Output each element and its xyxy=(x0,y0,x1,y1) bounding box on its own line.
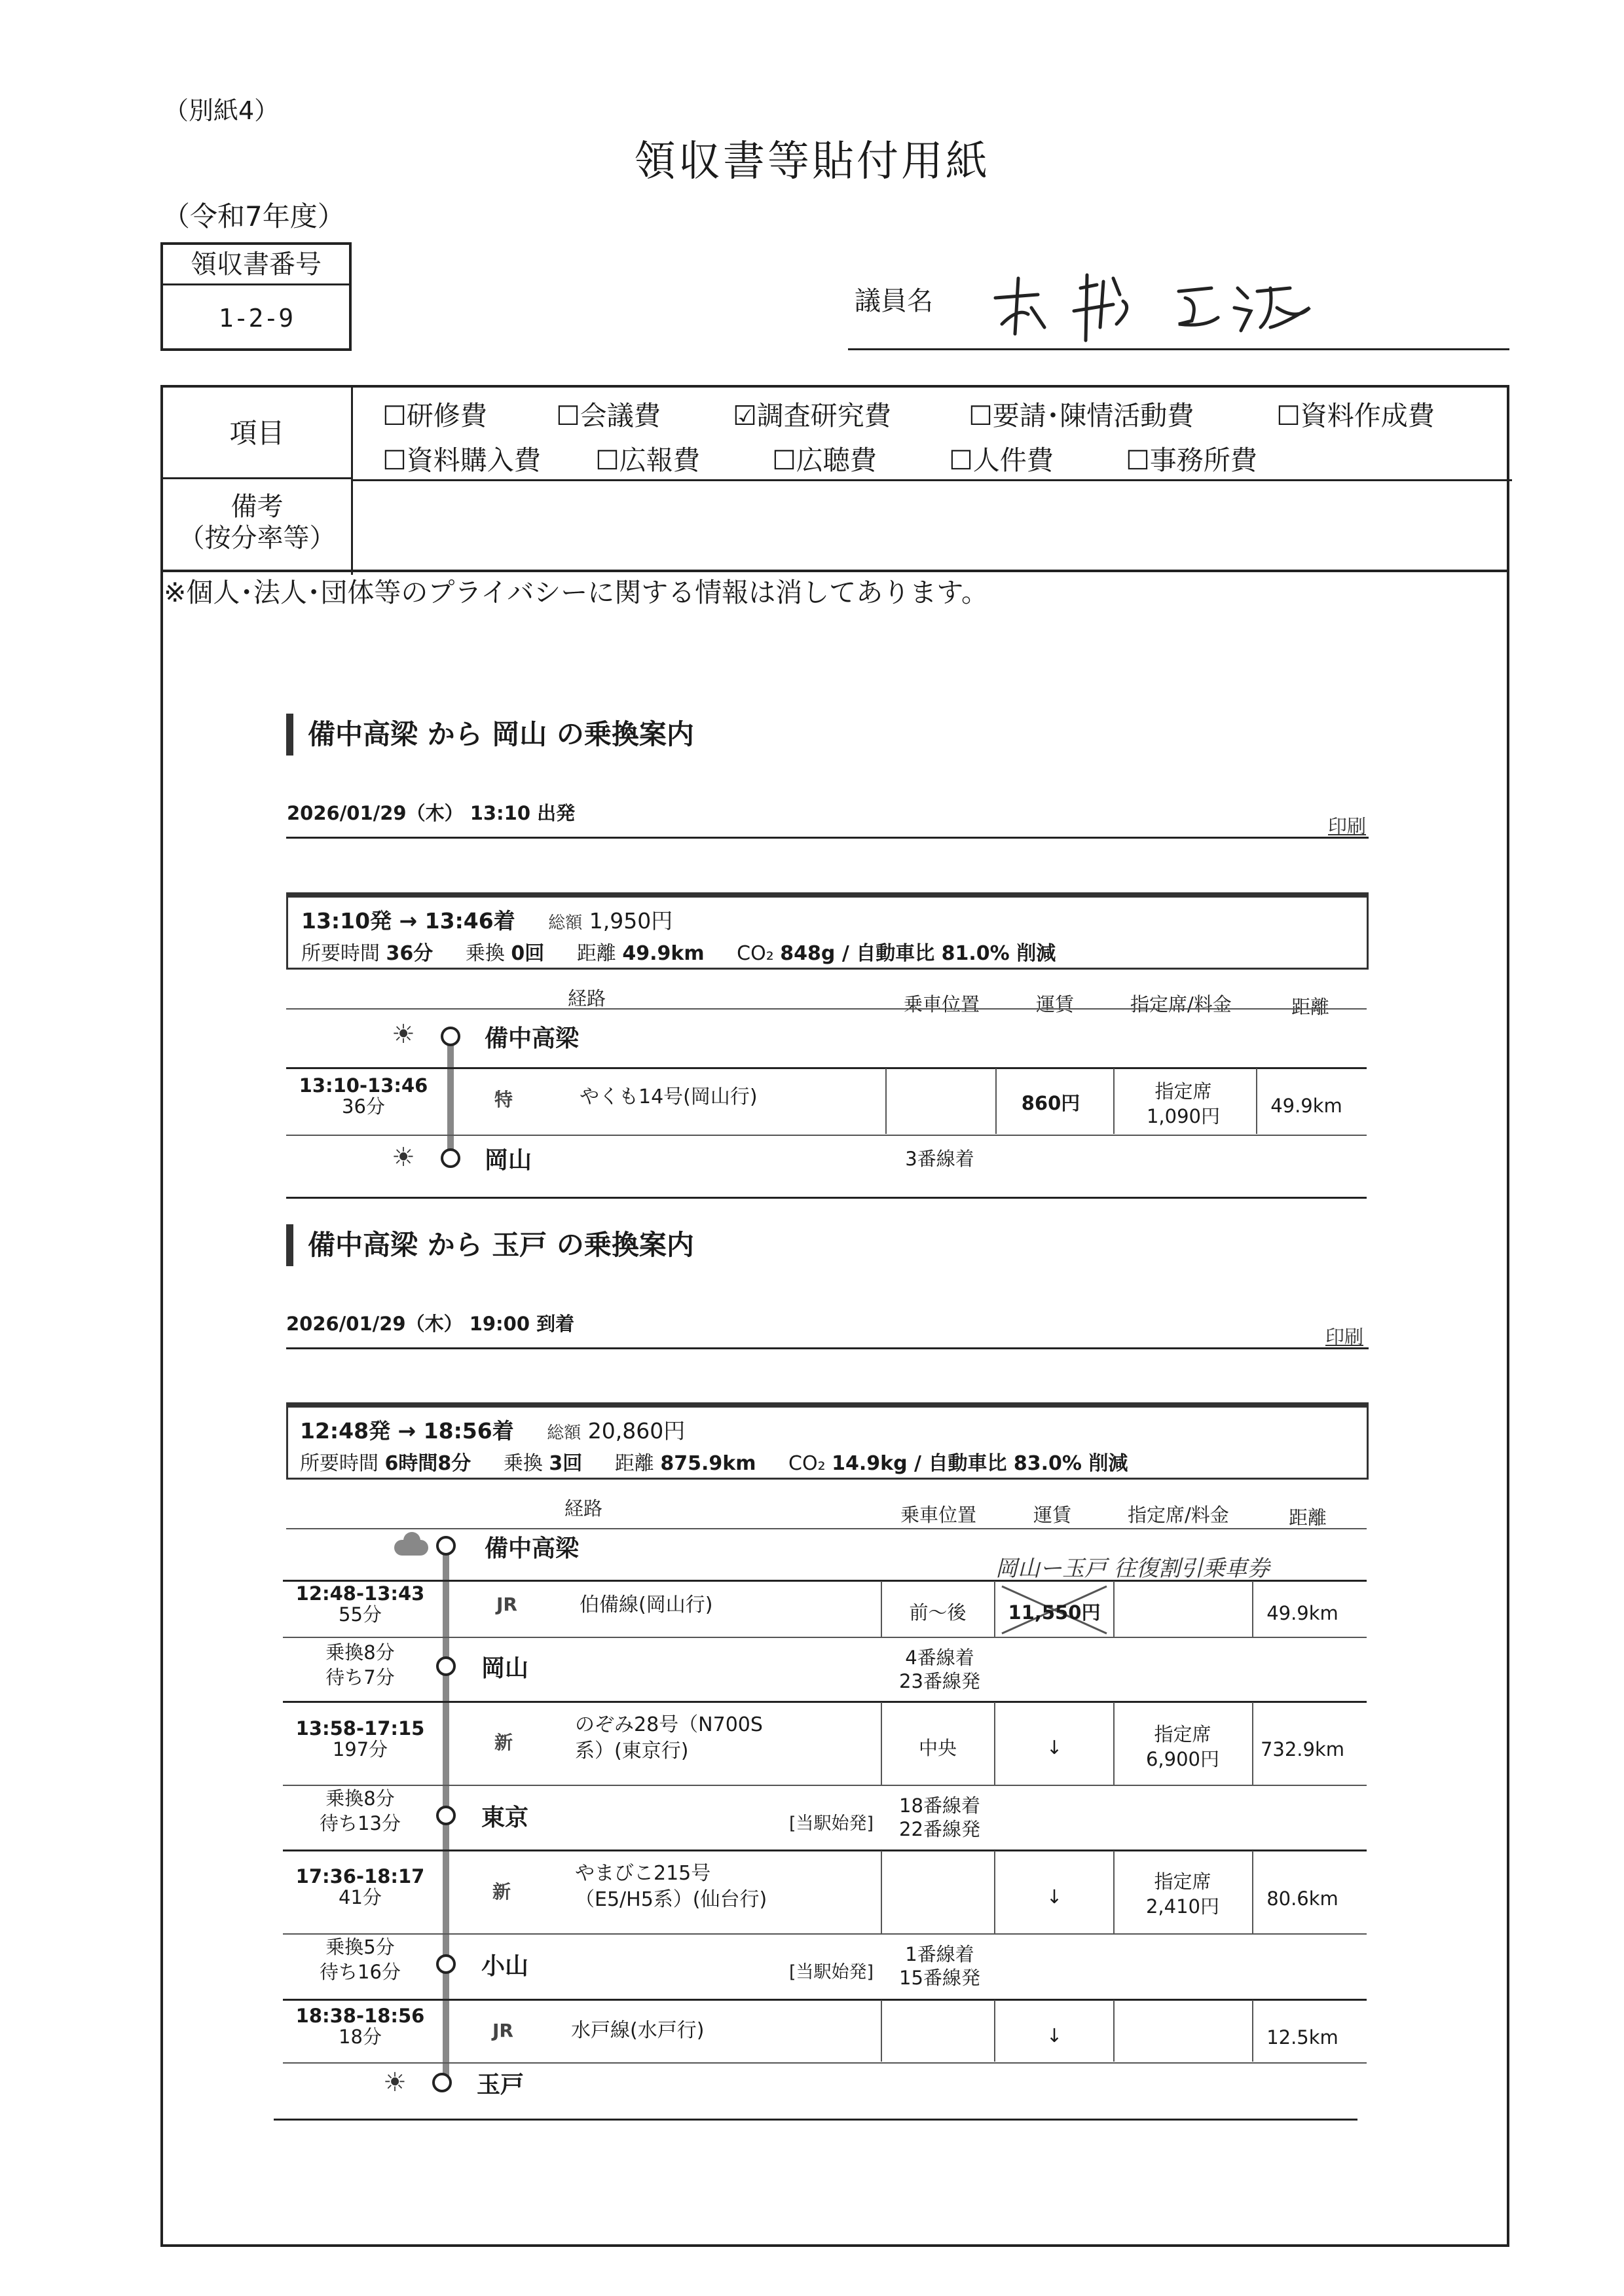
route2-leg2-train xyxy=(575,1712,763,1764)
limited-express-icon: 特 xyxy=(494,1089,513,1110)
route1-summary-line1 xyxy=(301,904,673,935)
arrival-platform: 18番線着 xyxy=(899,1795,980,1817)
reserved-fee: 6,900円 xyxy=(1145,1748,1220,1770)
route2-station-okayama: 岡山 xyxy=(481,1655,529,1682)
route2-cell-divider xyxy=(881,1851,882,1935)
route1-row-rule xyxy=(286,1135,1367,1136)
station-marker-icon xyxy=(441,1027,460,1046)
route2-handwritten-note: 岡山ー玉戸 往復割引乗車券 xyxy=(995,1556,1270,1582)
route1-transfers-value: 0回 xyxy=(511,942,545,965)
route2-leg3-reserved xyxy=(1113,1869,1252,1919)
leg-minutes: 197分 xyxy=(332,1738,388,1760)
route2-row-rule xyxy=(283,1933,1367,1935)
route1-col-reserved: 指定席/料金 xyxy=(1130,993,1232,1015)
route2-distance-label: 距離 xyxy=(614,1452,654,1475)
remarks-label xyxy=(163,479,353,575)
route2-row-rule xyxy=(283,1637,1367,1638)
receipt-number-label: 領収書番号 xyxy=(163,245,349,285)
arrival-platform: 1番線着 xyxy=(905,1943,974,1965)
route1-rail-line xyxy=(447,1044,454,1156)
route2-end-rule xyxy=(274,2119,1357,2121)
route1-row-rule xyxy=(286,1067,1367,1069)
route2-col-position: 乗車位置 xyxy=(900,1504,977,1526)
route1-end-rule xyxy=(286,1197,1367,1199)
route2-row-rule xyxy=(283,1785,1367,1786)
route1-reserved xyxy=(1115,1079,1252,1129)
route1-arrival-platform: 3番線着 xyxy=(905,1148,974,1170)
reserved-type: 指定席 xyxy=(1154,1723,1211,1745)
leg-minutes: 18分 xyxy=(339,2026,382,2048)
category-koho[interactable] xyxy=(595,439,700,477)
train-name-line2: 系）(東京行) xyxy=(575,1740,689,1762)
category-label-text: 要請･陳情活動費 xyxy=(992,400,1194,431)
route2-leg3-time xyxy=(285,1866,435,1908)
reserved-type: 指定席 xyxy=(1154,1870,1211,1893)
route2-leg2-fare: ↓ xyxy=(1046,1736,1063,1758)
checkbox-icon[interactable]: ☐ xyxy=(382,445,407,476)
route2-row-rule xyxy=(283,1850,1367,1851)
route2-row-rule xyxy=(283,1580,1367,1582)
station-marker-icon xyxy=(432,2073,452,2092)
route2-station-start: 備中高梁 xyxy=(485,1535,580,1562)
station-marker-icon xyxy=(436,1806,456,1825)
route2-origin-tag: [当駅始発] xyxy=(789,1813,874,1834)
route2-duration-label: 所要時間 xyxy=(300,1452,378,1475)
leg-minutes: 55分 xyxy=(339,1603,382,1626)
transfer-time: 乗換8分 xyxy=(325,1787,395,1810)
route1-col-position: 乗車位置 xyxy=(904,993,980,1015)
route1-distance-value: 49.9km xyxy=(622,942,705,965)
wait-time: 待ち13分 xyxy=(320,1812,401,1834)
wait-time: 待ち7分 xyxy=(325,1666,395,1688)
checkbox-icon[interactable]: ☐ xyxy=(969,400,993,431)
route1-header-rule xyxy=(286,1008,1367,1010)
route2-transfer3-platform xyxy=(881,1942,999,1990)
route2-station-end: 玉戸 xyxy=(477,2071,525,2098)
route1-col-fare: 運賃 xyxy=(1036,993,1075,1015)
category-label-text: 資料購入費 xyxy=(406,445,541,476)
route1-date-rule xyxy=(286,837,1369,839)
route2-transfer2-info xyxy=(295,1786,426,1836)
category-table xyxy=(160,385,1509,572)
route2-leg3-distance: 80.6km xyxy=(1266,1887,1338,1910)
cloud-weather-icon xyxy=(394,1540,428,1556)
route2-cell-divider xyxy=(1113,1581,1115,1637)
route2-leg2-distance: 732.9km xyxy=(1260,1738,1345,1760)
reserved-fee: 1,090円 xyxy=(1146,1105,1221,1127)
shinkansen-icon: 新 xyxy=(492,1881,511,1903)
route1-transfers-label: 乗換 xyxy=(465,942,505,965)
departure-platform: 15番線発 xyxy=(899,1967,980,1989)
transfer-time: 乗換5分 xyxy=(325,1936,395,1958)
arrival-platform: 4番線着 xyxy=(905,1647,974,1669)
remarks-label-line1: 備考 xyxy=(231,492,284,522)
departure-platform: 22番線発 xyxy=(899,1818,980,1840)
route2-row-rule xyxy=(283,1999,1367,2001)
route2-leg2-time xyxy=(285,1718,435,1760)
route1-co2-value: 848g / 自動車比 81.0% 削減 xyxy=(780,942,1056,965)
route2-col-distance: 距離 xyxy=(1289,1506,1327,1529)
jr-train-icon: JR xyxy=(492,2020,513,2041)
route2-leg3-train xyxy=(575,1861,767,1913)
jr-train-icon: JR xyxy=(496,1594,517,1615)
category-divider xyxy=(353,479,1512,481)
remarks-label-line2: （按分率等） xyxy=(178,523,336,553)
route1-summary-box xyxy=(286,892,1369,970)
shinkansen-icon: 新 xyxy=(494,1732,513,1753)
route2-cell-divider xyxy=(881,2000,882,2062)
route1-duration-value: 36分 xyxy=(386,942,434,965)
route1-distance-label: 距離 xyxy=(576,942,616,965)
route1-col-route: 経路 xyxy=(568,987,606,1010)
route2-leg1-train: 伯備線(岡山行) xyxy=(580,1594,713,1616)
route2-leg1-fare: 11,550円 xyxy=(1008,1601,1101,1624)
station-marker-icon xyxy=(436,1656,456,1676)
route2-transfer2-platform xyxy=(881,1794,999,1841)
route2-leg4-time xyxy=(285,2005,435,2047)
category-label-text: 事務所費 xyxy=(1149,445,1257,476)
route2-col-reserved: 指定席/料金 xyxy=(1128,1504,1229,1526)
checkbox-icon[interactable]: ☐ xyxy=(1126,445,1150,476)
route1-fare: 860円 xyxy=(1021,1092,1080,1114)
category-chosa-kenkyu[interactable] xyxy=(733,394,891,433)
train-name-line1: のぞみ28号（N700S xyxy=(575,1713,763,1736)
route2-leg2-reserved xyxy=(1113,1722,1252,1772)
departure-platform: 23番線発 xyxy=(899,1670,980,1692)
route2-summary-line2 xyxy=(300,1447,1128,1476)
route2-co2-label: CO₂ xyxy=(788,1452,826,1475)
train-name-line1: やまびこ215号 xyxy=(575,1862,711,1885)
category-label-text: 会議費 xyxy=(580,400,661,431)
category-shiryo-konyu[interactable] xyxy=(382,439,541,477)
checkbox-icon[interactable]: ☐ xyxy=(382,400,407,431)
route2-leg1-distance: 49.9km xyxy=(1266,1602,1338,1624)
route2-leg1-position: 前～後 xyxy=(909,1601,967,1624)
category-kenshu[interactable] xyxy=(382,394,487,433)
sun-weather-icon: ☀ xyxy=(383,2068,407,2098)
checkbox-icon[interactable]: ☐ xyxy=(949,445,973,476)
route1-date: 2026/01/29（木） 13:10 出発 xyxy=(287,802,576,824)
route2-summary-box xyxy=(286,1402,1369,1480)
route2-transfer3-info xyxy=(295,1935,426,1984)
route1-station-end: 岡山 xyxy=(485,1147,532,1174)
route1-col-distance: 距離 xyxy=(1291,996,1330,1018)
category-label: 項目 xyxy=(163,388,353,479)
sun-weather-icon: ☀ xyxy=(392,1142,415,1173)
route2-leg3-fare: ↓ xyxy=(1046,1886,1063,1908)
route1-train-name: やくも14号(岡山行) xyxy=(580,1085,758,1108)
category-jinken[interactable] xyxy=(949,439,1054,477)
route2-leg2-position: 中央 xyxy=(918,1737,957,1759)
route2-date-rule xyxy=(286,1347,1369,1349)
route1-summary-time: 13:10発 → 13:46着 xyxy=(301,908,515,934)
route2-date: 2026/01/29（木） 19:00 到着 xyxy=(286,1313,575,1335)
category-kaigi[interactable] xyxy=(556,394,661,433)
route2-co2-value: 14.9kg / 自動車比 83.0% 削減 xyxy=(832,1452,1128,1475)
category-label-text: 広聴費 xyxy=(796,445,877,476)
route2-distance-value: 875.9km xyxy=(660,1452,756,1475)
checkbox-icon[interactable]: ☐ xyxy=(1276,400,1301,431)
document-title: 領収書等貼付用紙 xyxy=(634,137,990,186)
route2-col-fare: 運賃 xyxy=(1033,1504,1072,1526)
member-signature xyxy=(982,262,1323,347)
route1-summary-line2 xyxy=(301,937,1056,966)
category-label-text: 人件費 xyxy=(972,445,1054,476)
leg-time-range: 12:48-13:43 xyxy=(295,1582,425,1605)
route2-total-label: 総額 xyxy=(547,1423,581,1443)
leg-time-range: 18:38-18:56 xyxy=(295,2005,425,2027)
category-shiryo-sakusei[interactable] xyxy=(1276,394,1435,433)
route2-row-rule xyxy=(283,1701,1367,1703)
route1-co2-label: CO₂ xyxy=(737,942,774,965)
category-jimusho[interactable] xyxy=(1126,439,1257,477)
route2-origin-tag: [当駅始発] xyxy=(789,1962,874,1982)
category-label-text: 広報費 xyxy=(619,445,700,476)
station-marker-icon xyxy=(436,1536,456,1556)
route2-total-value: 20,860円 xyxy=(587,1418,686,1444)
member-name-label: 議員名 xyxy=(855,286,933,316)
route2-summary-time: 12:48発 → 18:56着 xyxy=(300,1418,514,1444)
checkbox-checked-icon[interactable]: ☑ xyxy=(733,400,757,431)
leg-minutes: 36分 xyxy=(342,1095,385,1118)
document-reference: （別紙4） xyxy=(164,96,280,125)
route2-leg4-distance: 12.5km xyxy=(1266,2026,1338,2049)
route2-transfers-value: 3回 xyxy=(549,1452,583,1475)
transfer-time: 乗換8分 xyxy=(325,1641,395,1664)
reserved-fee: 2,410円 xyxy=(1145,1895,1220,1918)
route2-col-route: 経路 xyxy=(564,1497,603,1520)
route1-total-value: 1,950円 xyxy=(589,908,673,934)
fiscal-year: （令和7年度） xyxy=(162,200,345,232)
station-marker-icon xyxy=(436,1954,456,1974)
route2-duration-value: 6時間8分 xyxy=(384,1452,471,1475)
wait-time: 待ち16分 xyxy=(320,1961,401,1983)
category-label-text: 研修費 xyxy=(406,400,487,431)
reserved-type: 指定席 xyxy=(1154,1080,1212,1102)
checkbox-icon[interactable]: ☐ xyxy=(556,400,580,431)
route1-cell-divider xyxy=(885,1068,887,1134)
route2-station-oyama: 小山 xyxy=(481,1953,529,1980)
leg-minutes: 41分 xyxy=(339,1886,382,1908)
route2-cell-divider xyxy=(1113,2000,1115,2062)
member-name-underline xyxy=(848,348,1509,350)
leg-time-range: 13:10-13:46 xyxy=(299,1074,428,1097)
route1-leg-time xyxy=(288,1075,439,1117)
route2-header-rule xyxy=(286,1528,1367,1529)
route2-transfer1-platform xyxy=(881,1646,999,1693)
category-kocho[interactable] xyxy=(772,439,877,477)
route2-title: 備中高梁 から 玉戸 の乗換案内 xyxy=(286,1224,694,1266)
route2-summary-line1 xyxy=(300,1414,685,1445)
route2-print-link[interactable]: 印刷 xyxy=(1325,1326,1364,1348)
route1-total-label: 総額 xyxy=(548,913,583,933)
leg-time-range: 13:58-17:15 xyxy=(295,1717,425,1740)
route2-leg4-train: 水戸線(水戸行) xyxy=(571,2019,705,2042)
category-label-text: 資料作成費 xyxy=(1300,400,1435,431)
route1-duration-label: 所要時間 xyxy=(301,942,380,965)
route1-distance: 49.9km xyxy=(1270,1095,1342,1117)
checkbox-icon[interactable]: ☐ xyxy=(595,445,619,476)
train-name-line2: （E5/H5系）(仙台行) xyxy=(575,1888,767,1911)
category-label-text: 調査研究費 xyxy=(756,400,891,431)
checkbox-icon[interactable]: ☐ xyxy=(772,445,796,476)
route2-leg4-fare: ↓ xyxy=(1046,2024,1063,2047)
route1-title: 備中高梁 から 岡山 の乗換案内 xyxy=(286,714,694,756)
sun-weather-icon: ☀ xyxy=(392,1019,415,1049)
route1-station-start: 備中高梁 xyxy=(485,1025,580,1052)
route2-station-tokyo: 東京 xyxy=(481,1804,529,1831)
route2-transfers-label: 乗換 xyxy=(503,1452,543,1475)
route1-print-link[interactable]: 印刷 xyxy=(1328,815,1367,837)
route2-transfer1-info xyxy=(295,1640,426,1690)
receipt-number-box xyxy=(160,242,352,351)
privacy-notice: ※個人･法人･団体等のプライバシーに関する情報は消してあります。 xyxy=(164,577,989,608)
leg-time-range: 17:36-18:17 xyxy=(295,1865,425,1887)
station-marker-icon xyxy=(441,1148,460,1168)
route2-leg1-time xyxy=(285,1583,435,1625)
category-yosei-chinjo[interactable] xyxy=(969,394,1194,433)
route2-row-rule xyxy=(283,2062,1367,2064)
receipt-number-value: 1-2-9 xyxy=(218,304,294,333)
